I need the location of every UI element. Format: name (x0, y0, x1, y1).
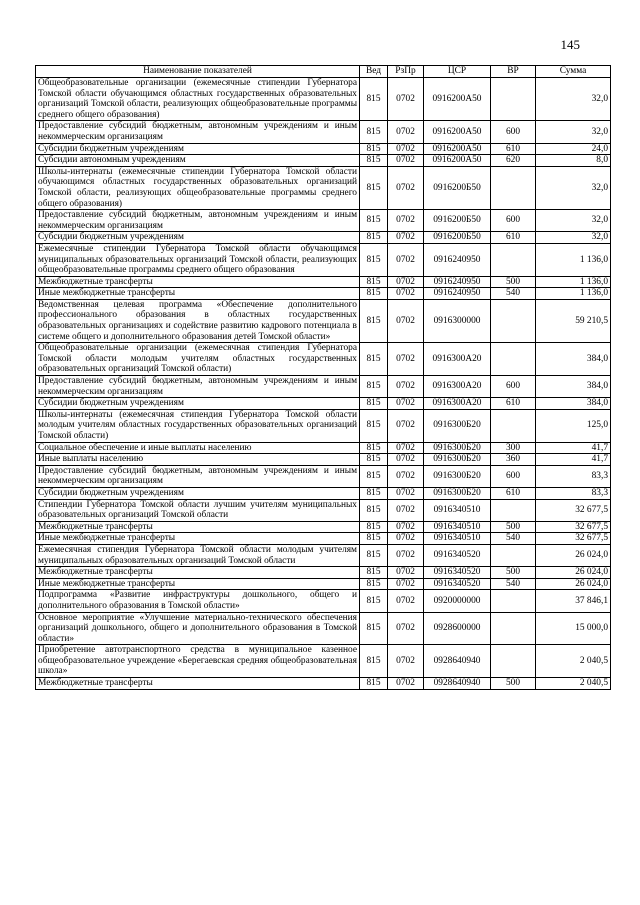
cell-csr: 0916200Б50 (424, 210, 491, 232)
cell-ved: 815 (360, 590, 388, 612)
cell-rzpr: 0702 (388, 612, 424, 645)
cell-rzpr: 0702 (388, 578, 424, 590)
header-sum: Сумма (536, 66, 611, 78)
table-row (36, 590, 611, 612)
cell-sum: 32 677,5 (536, 499, 611, 521)
cell-vr (491, 166, 536, 209)
cell-sum: 384,0 (536, 376, 611, 398)
table-row (36, 578, 611, 590)
cell-ved: 815 (360, 243, 388, 276)
cell-name: Общеобразовательные организации (ежемесячные стипендии Губернатора Томской области обучающимся областных государственных образовательных организаций Томской области, реализующих общеобразовательные программы среднего общего образования) (36, 78, 360, 121)
cell-ved: 815 (360, 398, 388, 410)
cell-sum: 32,0 (536, 78, 611, 121)
page-number: 145 (560, 37, 580, 52)
cell-name: Основное мероприятие «Улучшение материально-технического обеспечения организаций дошкольного, общего и дополнительного образования в Томской области» (36, 612, 360, 645)
cell-vr: 620 (491, 155, 536, 167)
cell-csr: 0916300Б20 (424, 442, 491, 454)
cell-sum: 32 677,5 (536, 521, 611, 533)
table-row (36, 544, 611, 566)
cell-rzpr: 0702 (388, 143, 424, 155)
cell-rzpr: 0702 (388, 544, 424, 566)
cell-rzpr: 0702 (388, 210, 424, 232)
cell-vr (491, 499, 536, 521)
cell-csr: 0916200А50 (424, 143, 491, 155)
cell-sum: 83,3 (536, 487, 611, 499)
cell-name: Ведомственная целевая программа «Обеспечение дополнительного профессионального образования в областных государственных образовательных организациях и содействие развитию кадрового потенциала в системе общего и дополнительного образования детей Томской области» (36, 299, 360, 342)
cell-csr: 0916340520 (424, 544, 491, 566)
table-row (36, 521, 611, 533)
table-row (36, 343, 611, 376)
cell-sum: 1 136,0 (536, 288, 611, 300)
cell-vr: 600 (491, 210, 536, 232)
cell-csr: 0916340510 (424, 499, 491, 521)
cell-csr: 0916340520 (424, 567, 491, 579)
cell-ved: 815 (360, 567, 388, 579)
cell-name: Субсидии бюджетным учреждениям (36, 398, 360, 410)
table-row (36, 121, 611, 143)
cell-sum: 26 024,0 (536, 567, 611, 579)
table-row (36, 276, 611, 288)
cell-ved: 815 (360, 78, 388, 121)
cell-name: Субсидии автономным учреждениям (36, 155, 360, 167)
cell-ved: 815 (360, 299, 388, 342)
cell-vr: 600 (491, 121, 536, 143)
cell-vr: 610 (491, 232, 536, 244)
cell-ved: 815 (360, 409, 388, 442)
cell-csr: 0916340510 (424, 521, 491, 533)
cell-vr: 360 (491, 454, 536, 466)
table-row (36, 243, 611, 276)
table-row (36, 143, 611, 155)
cell-csr: 0920000000 (424, 590, 491, 612)
cell-rzpr: 0702 (388, 645, 424, 678)
cell-rzpr: 0702 (388, 276, 424, 288)
cell-rzpr: 0702 (388, 243, 424, 276)
cell-name: Предоставление субсидий бюджетным, автономным учреждениям и иным некоммерческим организациям (36, 376, 360, 398)
cell-rzpr: 0702 (388, 521, 424, 533)
table-row (36, 465, 611, 487)
cell-rzpr: 0702 (388, 78, 424, 121)
cell-ved: 815 (360, 143, 388, 155)
cell-name: Предоставление субсидий бюджетным, автономным учреждениям и иным некоммерческим организациям (36, 465, 360, 487)
cell-csr: 0916200Б50 (424, 232, 491, 244)
cell-name: Школы-интернаты (ежемесячная стипендия Губернатора Томской области молодым учителям областных государственных образовательных организаций Томской области) (36, 409, 360, 442)
cell-sum: 32,0 (536, 232, 611, 244)
table-row (36, 166, 611, 209)
cell-vr: 500 (491, 567, 536, 579)
cell-vr: 610 (491, 143, 536, 155)
cell-csr: 0916300Б20 (424, 454, 491, 466)
cell-ved: 815 (360, 121, 388, 143)
table-row (36, 299, 611, 342)
cell-name: Межбюджетные трансферты (36, 276, 360, 288)
cell-vr: 500 (491, 678, 536, 690)
cell-vr: 540 (491, 288, 536, 300)
cell-ved: 815 (360, 376, 388, 398)
table-row (36, 612, 611, 645)
cell-name: Иные межбюджетные трансферты (36, 288, 360, 300)
cell-name: Иные межбюджетные трансферты (36, 578, 360, 590)
table-row (36, 409, 611, 442)
cell-rzpr: 0702 (388, 567, 424, 579)
table-row (36, 376, 611, 398)
table-body (36, 78, 611, 690)
cell-vr: 610 (491, 487, 536, 499)
cell-ved: 815 (360, 487, 388, 499)
cell-csr: 0916340510 (424, 533, 491, 545)
cell-ved: 815 (360, 442, 388, 454)
cell-rzpr: 0702 (388, 533, 424, 545)
table-row (36, 567, 611, 579)
cell-name: Школы-интернаты (ежемесячные стипендии Губернатора Томской области обучающимся областных государственных образовательных организаций Томской области, реализующих общеобразовательные программы среднего общего образования) (36, 166, 360, 209)
cell-csr: 0928640940 (424, 645, 491, 678)
cell-rzpr: 0702 (388, 121, 424, 143)
cell-vr (491, 645, 536, 678)
cell-ved: 815 (360, 499, 388, 521)
cell-ved: 815 (360, 612, 388, 645)
cell-vr (491, 544, 536, 566)
cell-ved: 815 (360, 232, 388, 244)
cell-sum: 26 024,0 (536, 544, 611, 566)
cell-ved: 815 (360, 465, 388, 487)
cell-ved: 815 (360, 166, 388, 209)
cell-sum: 41,7 (536, 442, 611, 454)
cell-vr (491, 243, 536, 276)
header-rzpr: РзПр (388, 66, 424, 78)
cell-sum: 41,7 (536, 454, 611, 466)
cell-name: Ежемесячные стипендии Губернатора Томской области обучающимся муниципальных образовательных организаций Томской области, реализующих общеобразовательные программы среднего общего образования (36, 243, 360, 276)
cell-name: Социальное обеспечение и иные выплаты населению (36, 442, 360, 454)
cell-name: Межбюджетные трансферты (36, 678, 360, 690)
cell-sum: 32 677,5 (536, 533, 611, 545)
cell-rzpr: 0702 (388, 487, 424, 499)
table-row (36, 678, 611, 690)
cell-sum: 26 024,0 (536, 578, 611, 590)
cell-csr: 0916240950 (424, 288, 491, 300)
cell-sum: 83,3 (536, 465, 611, 487)
cell-sum: 125,0 (536, 409, 611, 442)
cell-sum: 59 210,5 (536, 299, 611, 342)
table-row (36, 533, 611, 545)
cell-csr: 0916300А20 (424, 398, 491, 410)
cell-csr: 0916240950 (424, 276, 491, 288)
cell-name: Иные межбюджетные трансферты (36, 533, 360, 545)
cell-name: Межбюджетные трансферты (36, 521, 360, 533)
cell-vr (491, 343, 536, 376)
cell-rzpr: 0702 (388, 454, 424, 466)
cell-name: Иные выплаты населению (36, 454, 360, 466)
cell-vr (491, 78, 536, 121)
cell-ved: 815 (360, 454, 388, 466)
cell-sum: 384,0 (536, 343, 611, 376)
header-csr: ЦСР (424, 66, 491, 78)
cell-rzpr: 0702 (388, 155, 424, 167)
cell-csr: 0916240950 (424, 243, 491, 276)
cell-name: Общеобразовательные организации (ежемесячная стипендия Губернатора Томской области молодым учителям областных государственных образовательных организаций Томской области) (36, 343, 360, 376)
cell-vr (491, 409, 536, 442)
cell-ved: 815 (360, 533, 388, 545)
cell-name: Стипендии Губернатора Томской области лучшим учителям муниципальных образовательных организаций Томской области (36, 499, 360, 521)
table-row (36, 454, 611, 466)
cell-name: Приобретение автотранспортного средства в муниципальное казенное общеобразовательное учреждение «Берегаевская средняя общеобразовательная школа» (36, 645, 360, 678)
cell-csr: 0928640940 (424, 678, 491, 690)
cell-vr: 500 (491, 521, 536, 533)
cell-ved: 815 (360, 288, 388, 300)
cell-vr: 500 (491, 276, 536, 288)
cell-ved: 815 (360, 343, 388, 376)
cell-name: Ежемесячная стипендия Губернатора Томской области молодым учителям муниципальных образовательных организаций Томской области (36, 544, 360, 566)
cell-vr: 600 (491, 376, 536, 398)
cell-csr: 0916200А50 (424, 121, 491, 143)
cell-vr: 540 (491, 578, 536, 590)
cell-ved: 815 (360, 521, 388, 533)
cell-sum: 2 040,5 (536, 678, 611, 690)
cell-csr: 0928600000 (424, 612, 491, 645)
cell-rzpr: 0702 (388, 288, 424, 300)
cell-sum: 24,0 (536, 143, 611, 155)
cell-csr: 0916200А50 (424, 155, 491, 167)
cell-csr: 0916300А20 (424, 343, 491, 376)
cell-rzpr: 0702 (388, 590, 424, 612)
cell-rzpr: 0702 (388, 678, 424, 690)
cell-rzpr: 0702 (388, 299, 424, 342)
cell-vr: 600 (491, 465, 536, 487)
cell-sum: 1 136,0 (536, 243, 611, 276)
cell-ved: 815 (360, 544, 388, 566)
cell-rzpr: 0702 (388, 166, 424, 209)
cell-vr (491, 299, 536, 342)
header-name: Наименование показателей (36, 66, 360, 78)
cell-csr: 0916300000 (424, 299, 491, 342)
cell-name: Подпрограмма «Развитие инфраструктуры дошкольного, общего и дополнительного образования в Томской области» (36, 590, 360, 612)
cell-vr: 540 (491, 533, 536, 545)
cell-sum: 32,0 (536, 166, 611, 209)
cell-rzpr: 0702 (388, 499, 424, 521)
cell-name: Предоставление субсидий бюджетным, автономным учреждениям и иным некоммерческим организациям (36, 121, 360, 143)
cell-name: Субсидии бюджетным учреждениям (36, 232, 360, 244)
table-row (36, 442, 611, 454)
cell-ved: 815 (360, 210, 388, 232)
cell-rzpr: 0702 (388, 232, 424, 244)
cell-ved: 815 (360, 578, 388, 590)
cell-csr: 0916300Б20 (424, 409, 491, 442)
cell-rzpr: 0702 (388, 409, 424, 442)
header-vr: ВР (491, 66, 536, 78)
cell-rzpr: 0702 (388, 376, 424, 398)
table-row (36, 78, 611, 121)
cell-csr: 0916300Б20 (424, 487, 491, 499)
cell-name: Субсидии бюджетным учреждениям (36, 487, 360, 499)
cell-ved: 815 (360, 645, 388, 678)
cell-sum: 384,0 (536, 398, 611, 410)
cell-ved: 815 (360, 678, 388, 690)
cell-sum: 2 040,5 (536, 645, 611, 678)
cell-sum: 32,0 (536, 121, 611, 143)
cell-name: Предоставление субсидий бюджетным, автономным учреждениям и иным некоммерческим организациям (36, 210, 360, 232)
cell-sum: 8,0 (536, 155, 611, 167)
cell-csr: 0916300Б20 (424, 465, 491, 487)
cell-rzpr: 0702 (388, 465, 424, 487)
table-row (36, 232, 611, 244)
cell-name: Субсидии бюджетным учреждениям (36, 143, 360, 155)
cell-sum: 32,0 (536, 210, 611, 232)
table-row (36, 645, 611, 678)
table-row (36, 487, 611, 499)
cell-vr: 300 (491, 442, 536, 454)
budget-table (35, 65, 611, 690)
table-row (36, 155, 611, 167)
table-row (36, 210, 611, 232)
cell-vr (491, 612, 536, 645)
cell-sum: 15 000,0 (536, 612, 611, 645)
cell-vr (491, 590, 536, 612)
cell-rzpr: 0702 (388, 442, 424, 454)
cell-vr: 610 (491, 398, 536, 410)
cell-csr: 0916200А50 (424, 78, 491, 121)
cell-ved: 815 (360, 276, 388, 288)
table-row (36, 288, 611, 300)
cell-sum: 37 846,1 (536, 590, 611, 612)
cell-sum: 1 136,0 (536, 276, 611, 288)
cell-ved: 815 (360, 155, 388, 167)
cell-csr: 0916340520 (424, 578, 491, 590)
cell-csr: 0916200Б50 (424, 166, 491, 209)
header-ved: Вед (360, 66, 388, 78)
cell-name: Межбюджетные трансферты (36, 567, 360, 579)
table-header-row (36, 66, 611, 78)
table-row (36, 499, 611, 521)
table-row (36, 398, 611, 410)
cell-rzpr: 0702 (388, 343, 424, 376)
cell-csr: 0916300А20 (424, 376, 491, 398)
cell-rzpr: 0702 (388, 398, 424, 410)
